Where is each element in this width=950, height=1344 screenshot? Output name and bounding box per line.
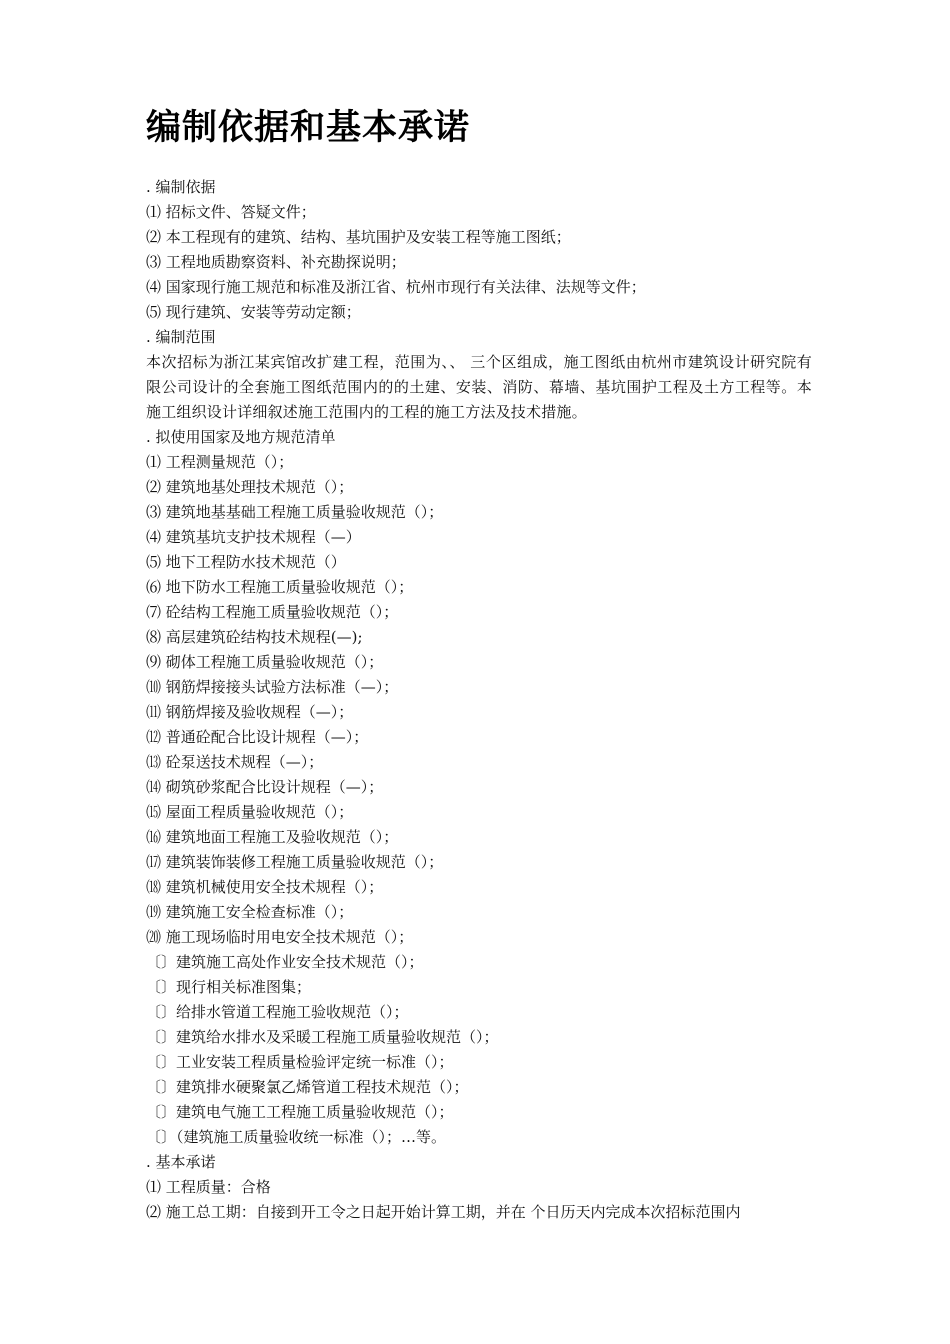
list-item: ⑸ 现行建筑、安装等劳动定额； [146, 303, 361, 321]
list-item: 〔〕建筑排水硬聚氯乙烯管道工程技术规范（）； [146, 1078, 469, 1096]
list-item: ⑾ 钢筋焊接及验收规程（—）； [146, 703, 354, 721]
list-item: ⒇ 施工现场临时用电安全技术规范（）； [146, 928, 414, 946]
document-page [146, 104, 812, 1225]
list-item: ⑵ 本工程现有的建筑、结构、基坑围护及安装工程等施工图纸； [146, 228, 571, 246]
list-item: ⑽ 钢筋焊接接头试验方法标准（—）； [146, 678, 399, 696]
list-item: ⑵ 施工总工期：自接到开工令之日起开始计算工期，并在 个日历天内完成本次招标范围内 [146, 1203, 741, 1221]
list-item: ⑶ 建筑地基基础工程施工质量验收规范（）； [146, 503, 444, 521]
list-item: ⒃ 建筑地面工程施工及验收规范（）； [146, 828, 399, 846]
list-item: ⒄ 建筑装饰装修工程施工质量验收规范（）； [146, 853, 444, 871]
list-item: ⑵ 建筑地基处理技术规范（）； [146, 478, 354, 496]
scope-paragraph: 本次招标为浙江某宾馆改扩建工程，范围为、、 三个区组成，施工图纸由杭州市建筑设计研究院有限公司设计的全套施工图纸范围内的的土建、安装、消防、幕墙、基坑围护工程及土方工程等。本施工组织设计详细叙述施工范围内的工程的施工方法及技术措施。 [146, 353, 812, 421]
list-item: ⑹ 地下防水工程施工质量验收规范（）； [146, 578, 414, 596]
list-item: 〔〕建筑电气施工工程施工质量验收规范（）； [146, 1103, 454, 1121]
section-heading-codes: . 拟使用国家及地方规范清单 [146, 428, 336, 446]
section-heading-basis: . 编制依据 [146, 178, 216, 196]
list-item: ⑴ 工程测量规范（）； [146, 453, 294, 471]
document-title: 编制依据和基本承诺 [146, 108, 471, 148]
section-heading-scope: . 编制范围 [146, 328, 216, 346]
list-item: ⑼ 砌体工程施工质量验收规范（）； [146, 653, 384, 671]
list-item: ⑶ 工程地质勘察资料、补充勘探说明； [146, 253, 406, 271]
list-item: ⒀ 砼泵送技术规程（—）； [146, 753, 324, 771]
list-item: ⑷ 建筑基坑支护技术规程（—） [146, 528, 361, 546]
list-item: 〔〕建筑施工高处作业安全技术规范（）； [146, 953, 424, 971]
list-item: ⑿ 普通砼配合比设计规程（—）； [146, 728, 369, 746]
list-item: ⑴ 工程质量：合格 [146, 1178, 271, 1196]
list-item: ⒅ 建筑机械使用安全技术规程（）； [146, 878, 384, 896]
list-item: ⑴ 招标文件、答疑文件； [146, 203, 316, 221]
list-item: 〔〕（建筑施工质量验收统一标准（）；…等。 [146, 1128, 447, 1146]
list-item: 〔〕工业安装工程质量检验评定统一标准（）； [146, 1053, 454, 1071]
list-item: 〔〕现行相关标准图集； [146, 978, 312, 996]
list-item: ⒂ 屋面工程质量验收规范（）； [146, 803, 354, 821]
list-item: ⑸ 地下工程防水技术规范（） [146, 553, 346, 571]
list-item: 〔〕建筑给水排水及采暖工程施工质量验收规范（）； [146, 1028, 499, 1046]
list-item: ⑺ 砼结构工程施工质量验收规范（）； [146, 603, 399, 621]
list-item: ⒆ 建筑施工安全检查标准（）； [146, 903, 354, 921]
list-item: ⒁ 砌筑砂浆配合比设计规程（—）； [146, 778, 384, 796]
section-heading-commitment: . 基本承诺 [146, 1153, 216, 1171]
list-item: 〔〕给排水管道工程施工验收规范（）； [146, 1003, 409, 1021]
list-item: ⑻ 高层建筑砼结构技术规程(—); [146, 628, 363, 646]
list-item: ⑷ 国家现行施工规范和标准及浙江省、杭州市现行有关法律、法规等文件； [146, 278, 646, 296]
